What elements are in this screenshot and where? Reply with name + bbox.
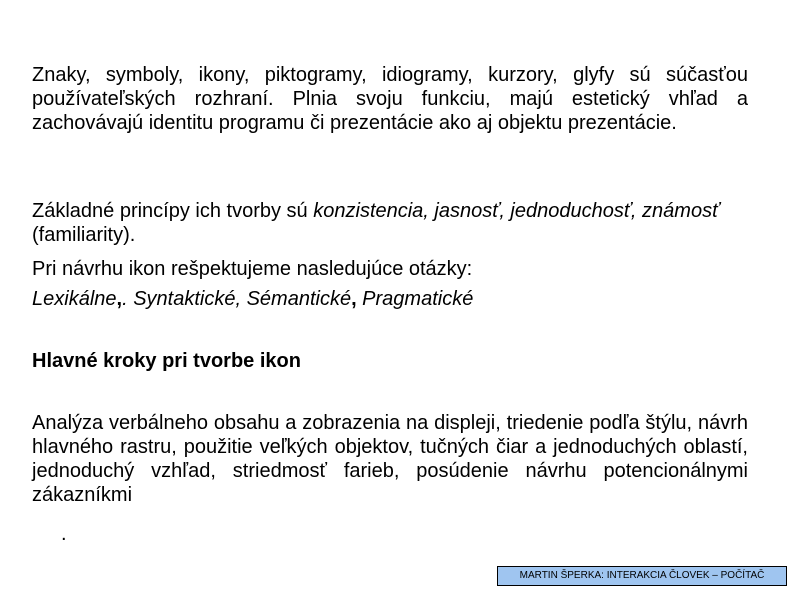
- aspect-pragmatic: Pragmatické: [356, 288, 474, 310]
- steps-paragraph: Analýza verbálneho obsahu a zobrazenia na displeji, triedenie podľa štýlu, návrh hlavného rastru, použitie veľkých objektov, tučných čiar a jednoduchých oblastí, jednoduchý vzhľad, striedmosť farieb, posúdenie návrhu potencionálnymi zákazníkmi: [32, 412, 748, 506]
- section-heading: Hlavné kroky pri tvorbe ikon: [32, 350, 301, 372]
- footer-banner: MARTIN ŠPERKA: INTERAKCIA ČLOVEK – POČÍTAČ: [497, 566, 787, 586]
- intro-paragraph: Znaky, symboly, ikony, piktogramy, idiogramy, kurzory, glyfy sú súčasťou používateľských rozhraní. Plnia svoju funkciu, majú estetický vhľad a zachovávajú identitu programu či prezentácie ako aj objektu prezentácie.: [32, 64, 748, 134]
- aspect-separator-2: ,: [351, 288, 357, 310]
- questions-paragraph: Pri návrhu ikon rešpektujeme nasledujúce otázky:: [32, 258, 473, 280]
- principles-italic: konzistencia, jasnosť, jednoduchosť, známosť: [313, 200, 720, 222]
- aspect-separator-1: ,: [116, 288, 123, 310]
- aspect-syntactic-semantic: . Syntaktické, Sémantické: [122, 288, 352, 310]
- aspect-lexical: Lexikálne: [32, 288, 117, 310]
- principles-suffix: (familiarity).: [32, 224, 136, 246]
- stray-dot: .: [61, 523, 67, 545]
- principles-prefix: Základné princípy ich tvorby sú: [32, 200, 314, 222]
- aspects-line: [32, 287, 748, 311]
- principles-paragraph: [32, 199, 748, 247]
